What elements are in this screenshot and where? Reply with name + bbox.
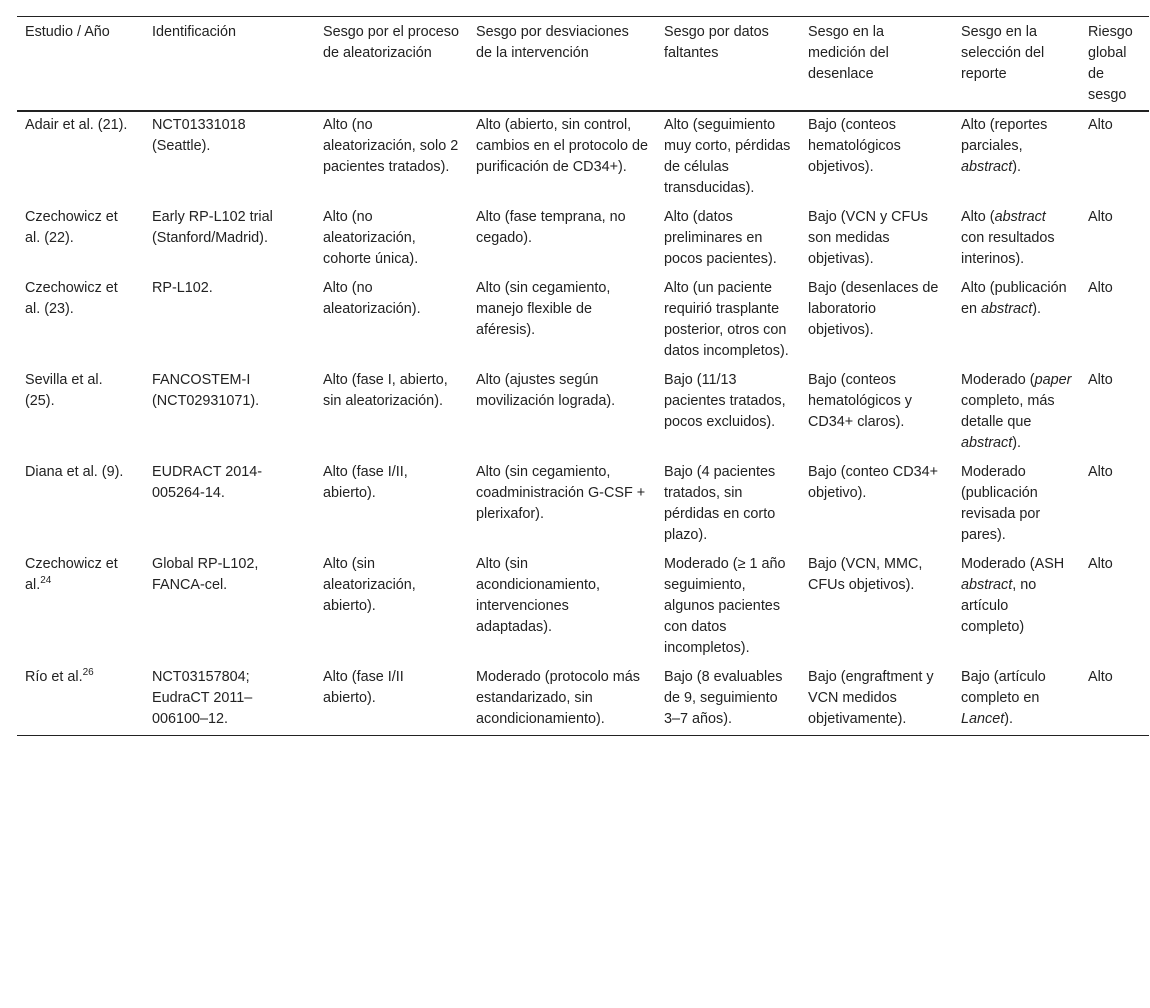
cell-overall-risk: Alto [1088,556,1113,572]
cell-measurement-bias: Bajo (conteo CD34+ objetivo). [808,464,938,501]
cell-overall-risk: Alto [1088,280,1113,296]
table-row [17,664,1149,736]
cell-randomization-bias: Alto (sin aleatorización, abierto). [323,556,416,614]
cell-missing-data-bias: Bajo (11/13 pacientes tratados, pocos excluidos). [664,372,786,430]
italic-term: abstract [961,435,1013,451]
cell-randomization-bias: Alto (fase I/II abierto). [323,669,404,706]
cell-missing-data-bias: Alto (un paciente requirió trasplante posterior, otros con datos incompletos). [664,280,789,359]
cell-measurement-bias: Bajo (conteos hematológicos y CD34+ claros). [808,372,912,430]
italic-term: abstract [961,577,1013,593]
cell-missing-data-bias: Alto (seguimiento muy corto, pérdidas de células transducidas). [664,117,791,196]
cell-reporting-bias: Alto (abstract con resultados interinos). [961,209,1055,267]
cell-deviation-bias: Moderado (protocolo más estandarizado, sin acondicionamiento). [476,669,640,727]
italic-term: paper [1034,372,1072,388]
table-row [17,275,1149,367]
risk-of-bias-table [17,16,1149,736]
column-header: Estudio / Año [25,24,110,40]
table-row [17,204,1149,275]
column-header: Sesgo por el proceso de aleatorización [323,24,459,61]
cell-missing-data-bias: Bajo (8 evaluables de 9, seguimiento 3–7 años). [664,669,783,727]
table-row [17,111,1149,204]
cell-missing-data-bias: Moderado (≥ 1 año seguimiento, algunos pacientes con datos incompletos). [664,556,786,656]
cell-deviation-bias: Alto (abierto, sin control, cambios en el protocolo de purificación de CD34+). [476,117,648,175]
cell-measurement-bias: Bajo (VCN y CFUs son medidas objetivas). [808,209,928,267]
cell-study: Diana et al. (9). [25,464,124,480]
italic-term: abstract [981,301,1033,317]
cell-measurement-bias: Bajo (desenlaces de laboratorio objetivos). [808,280,939,338]
table-row [17,551,1149,664]
cell-overall-risk: Alto [1088,117,1113,133]
cell-overall-risk: Alto [1088,372,1113,388]
cell-randomization-bias: Alto (fase I/II, abierto). [323,464,408,501]
cell-randomization-bias: Alto (no aleatorización, solo 2 pacientes tratados). [323,117,459,175]
cell-study: Czechowicz et al. (23). [25,280,118,317]
cell-reporting-bias: Alto (reportes parciales, abstract). [961,117,1048,175]
reference-number: 24 [40,575,52,587]
table-row [17,459,1149,551]
cell-reporting-bias: Bajo (artículo completo en Lancet). [961,669,1046,727]
cell-measurement-bias: Bajo (engraftment y VCN medidos objetivamente). [808,669,934,727]
cell-identification: NCT03157804; EudraCT 2011–006100–12. [152,669,253,727]
cell-randomization-bias: Alto (no aleatorización). [323,280,421,317]
table-body [17,111,1149,736]
reference-number: 26 [82,667,94,679]
cell-missing-data-bias: Alto (datos preliminares en pocos pacientes). [664,209,777,267]
cell-identification: RP-L102. [152,280,213,296]
table-row [17,367,1149,459]
cell-reporting-bias: Alto (publicación en abstract). [961,280,1067,317]
cell-deviation-bias: Alto (fase temprana, no cegado). [476,209,626,246]
column-header: Sesgo en la selección del reporte [961,24,1045,82]
cell-study: Río et al.$^{26}$ [25,667,94,685]
cell-measurement-bias: Bajo (conteos hematológicos objetivos). [808,117,901,175]
column-header: Sesgo por desviaciones de la intervención [476,24,629,61]
column-header: Sesgo en la medición del desenlace [808,24,889,82]
cell-identification: Early RP-L102 trial (Stanford/Madrid). [152,209,273,246]
column-header: Sesgo por datos faltantes [664,24,769,61]
cell-measurement-bias: Bajo (VCN, MMC, CFUs objetivos). [808,556,923,593]
cell-study: Czechowicz et al.$^{24}$ [25,556,118,593]
cell-deviation-bias: Alto (sin acondicionamiento, intervenciones adaptadas). [476,556,600,635]
cell-identification: NCT01331018 (Seattle). [152,117,246,154]
cell-missing-data-bias: Bajo (4 pacientes tratados, sin pérdidas en corto plazo). [664,464,776,543]
cell-identification: FANCOSTEM-I (NCT02931071). [152,372,260,409]
cell-deviation-bias: Alto (sin cegamiento, coadministración G-CSF + plerixafor). [476,464,646,522]
column-header: Riesgo global de sesgo [1088,24,1133,103]
cell-deviation-bias: Alto (ajustes según movilización lograda). [476,372,616,409]
cell-identification: EUDRACT 2014-005264-14. [152,464,263,501]
cell-study: Adair et al. (21). [25,117,128,133]
cell-overall-risk: Alto [1088,209,1113,225]
cell-randomization-bias: Alto (no aleatorización, cohorte única). [323,209,419,267]
cell-reporting-bias: Moderado (ASH abstract, no artículo completo) [961,556,1065,635]
cell-randomization-bias: Alto (fase I, abierto, sin aleatorización). [323,372,448,409]
cell-reporting-bias: Moderado (publicación revisada por pares). [961,464,1041,543]
cell-deviation-bias: Alto (sin cegamiento, manejo flexible de aféresis). [476,280,611,338]
cell-reporting-bias: Moderado (paper completo, más detalle que abstract). [961,372,1072,451]
cell-study: Sevilla et al. (25). [25,372,103,409]
italic-term: abstract [994,209,1046,225]
cell-identification: Global RP-L102, FANCA-cel. [152,556,259,593]
italic-term: Lancet [961,711,1005,727]
italic-term: abstract [961,159,1013,175]
header-row [17,17,1149,112]
cell-overall-risk: Alto [1088,464,1113,480]
column-header: Identificación [152,24,236,40]
cell-overall-risk: Alto [1088,669,1113,685]
cell-study: Czechowicz et al. (22). [25,209,118,246]
table-header [17,17,1149,112]
